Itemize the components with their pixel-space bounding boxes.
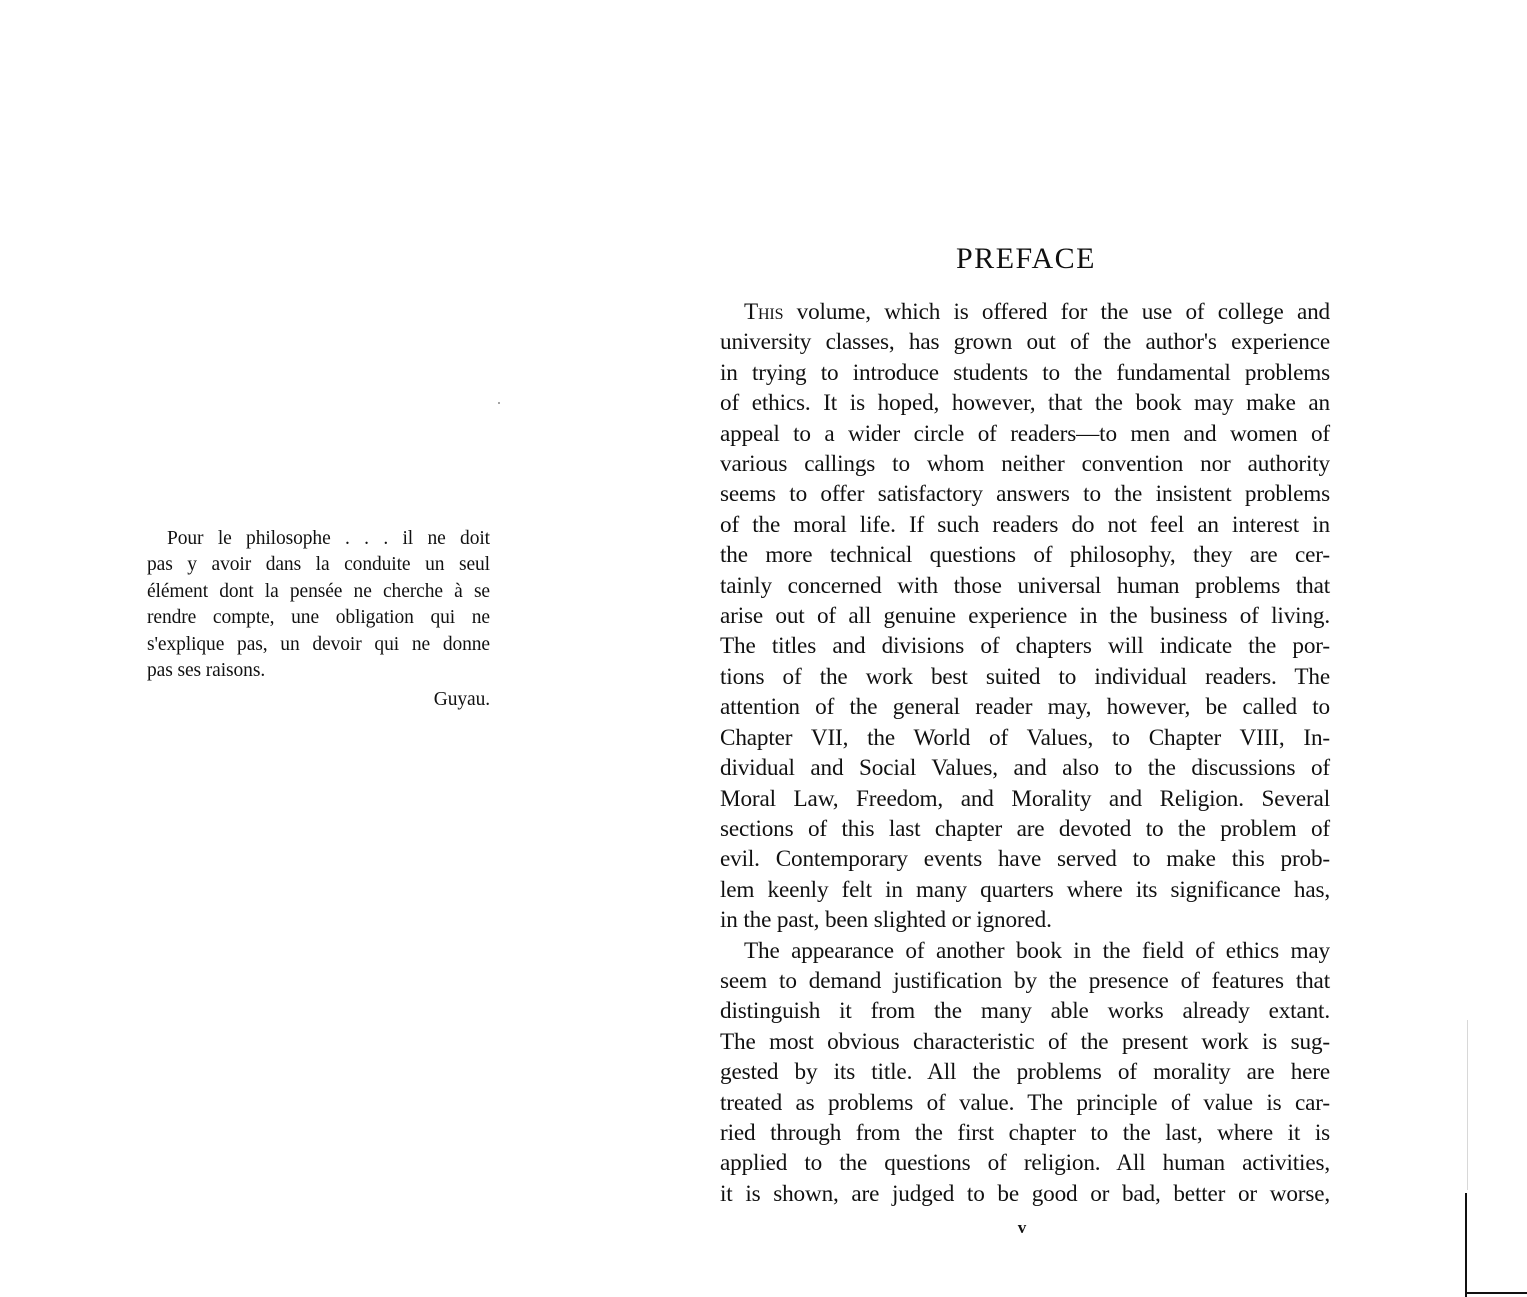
- text-line: attention of the general reader may, however, be called to: [720, 694, 1330, 721]
- epigraph-line: rendre compte, une obligation qui ne: [147, 607, 490, 629]
- text-line: in the past, been slighted or ignored.: [720, 907, 1052, 934]
- drop-lead: This: [744, 299, 784, 325]
- scan-edge-faint: [1467, 1020, 1468, 1190]
- text-line: applied to the questions of religion. All human activities,: [720, 1150, 1330, 1177]
- paragraph-2: [720, 936, 1330, 1210]
- text-line: The appearance of another book in the field of ethics may: [744, 937, 1330, 964]
- epigraph-line: Pour le philosophe . . . il ne doit: [167, 528, 490, 549]
- text-line: seems to offer satisfactory answers to the insistent problems: [720, 481, 1330, 508]
- text-line: sections of this last chapter are devoted to the problem of: [720, 815, 1330, 842]
- text-line: evil. Contemporary events have served to make this prob-: [720, 846, 1330, 873]
- scan-edge-horizontal: [1465, 1292, 1527, 1294]
- page-number: v: [1017, 1218, 1027, 1237]
- text-line: seem to demand justification by the presence of features that: [720, 967, 1330, 994]
- text-line: treated as problems of value. The principle of value is car-: [720, 1089, 1330, 1116]
- epigraph-line: pas y avoir dans la conduite un seul: [147, 554, 490, 576]
- text-line: tainly concerned with those universal human problems that: [720, 572, 1330, 599]
- text-line: Moral Law, Freedom, and Morality and Religion. Several: [720, 785, 1330, 812]
- epigraph-text: [147, 526, 490, 684]
- text-line: The titles and divisions of chapters will indicate the por-: [720, 633, 1330, 660]
- text-line: tions of the work best suited to individual readers. The: [720, 663, 1330, 690]
- text-line: The most obvious characteristic of the present work is sug-: [720, 1028, 1330, 1055]
- scan-edge-vertical: [1465, 1193, 1467, 1297]
- text-line: various callings to whom neither convention nor authority: [720, 451, 1330, 478]
- text-line: university classes, has grown out of the author's experience: [720, 329, 1330, 356]
- epigraph-line: élément dont la pensée ne cherche à se: [147, 580, 490, 602]
- text-line: Chapter VII, the World of Values, to Chapter VIII, In-: [720, 724, 1330, 751]
- scan-speck: [498, 402, 500, 404]
- text-line: appeal to a wider circle of readers—to men and women of: [720, 420, 1330, 447]
- text-line: in trying to introduce students to the fundamental problems: [720, 359, 1330, 386]
- text-line: dividual and Social Values, and also to the discussions of: [720, 755, 1330, 782]
- epigraph-line: s'explique pas, un devoir qui ne donne: [147, 633, 490, 655]
- text-line: lem keenly felt in many quarters where its significance has,: [720, 876, 1330, 903]
- epigraph-line: pas ses raisons.: [147, 660, 266, 682]
- text-line: it is shown, are judged to be good or bad, better or worse,: [720, 1180, 1330, 1207]
- text-line-rest: volume, which is offered for the use of college and: [783, 299, 1330, 325]
- text-line: arise out of all genuine experience in the business of living.: [720, 603, 1330, 630]
- text-line: of the moral life. If such readers do not feel an interest in: [720, 511, 1330, 538]
- text-line: of ethics. It is hoped, however, that the book may make an: [720, 390, 1330, 417]
- page-title: PREFACE: [956, 242, 1096, 275]
- text-line: ried through from the first chapter to the last, where it is: [720, 1119, 1330, 1146]
- text-line: [720, 297, 1330, 327]
- text-line: gested by its title. All the problems of morality are here: [720, 1059, 1330, 1086]
- text-line: distinguish it from the many able works already extant.: [720, 998, 1330, 1025]
- text-line: the more technical questions of philosophy, they are cer-: [720, 542, 1330, 569]
- epigraph: [147, 526, 490, 714]
- paragraph-1: [720, 297, 1330, 936]
- epigraph-author: Guyau.: [433, 689, 490, 711]
- preface-body: [720, 297, 1330, 1209]
